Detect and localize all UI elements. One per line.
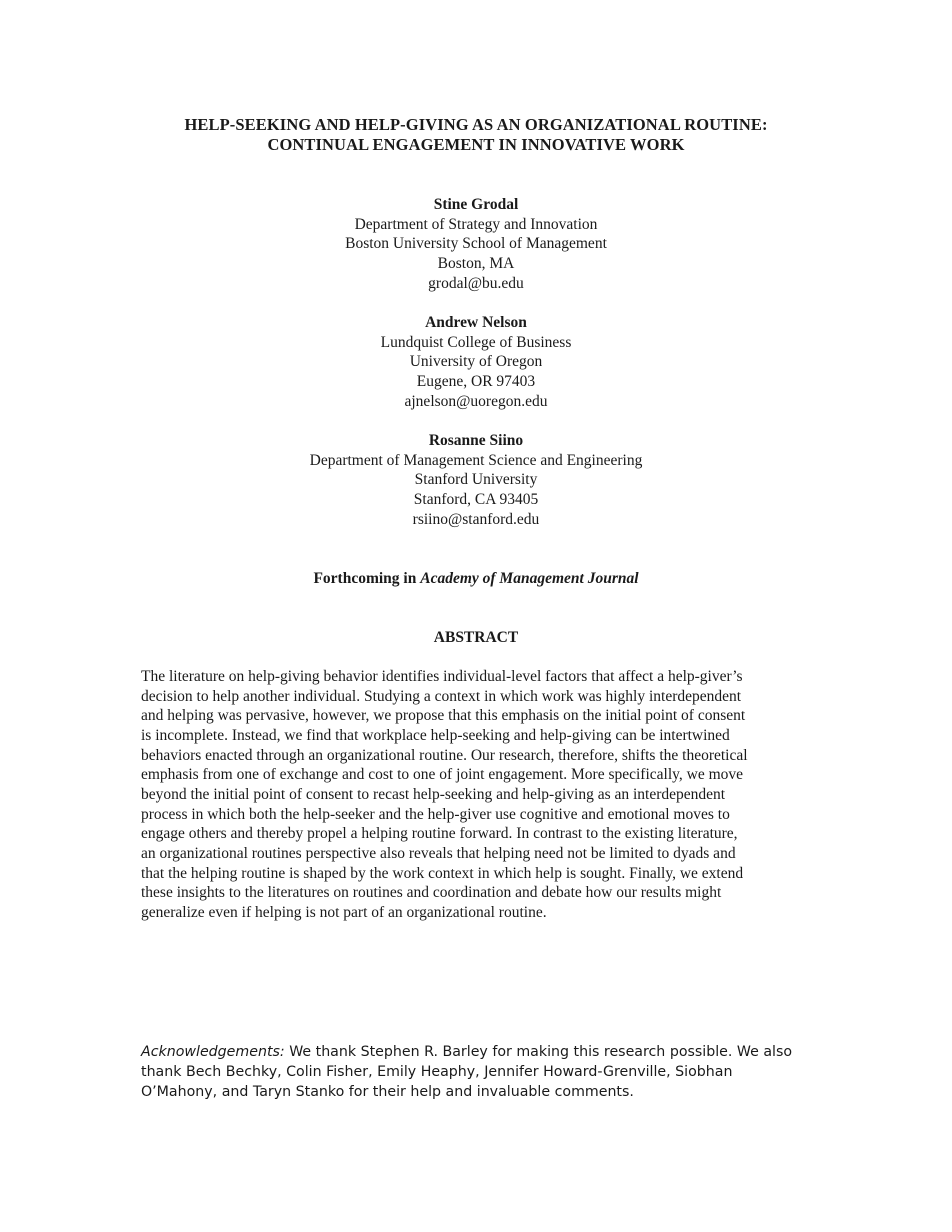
- author-department: Department of Management Science and Engineering: [309, 451, 643, 469]
- abstract-line: an organizational routines perspective also reveals that helping need not be limited to dyads and: [141, 844, 736, 862]
- author-location: Stanford, CA 93405: [413, 491, 539, 509]
- author-block-grodal: [150, 195, 802, 294]
- abstract-heading: ABSTRACT: [433, 629, 519, 646]
- author-institution: University of Oregon: [409, 353, 543, 371]
- author-location: Eugene, OR 97403: [416, 373, 536, 391]
- abstract-line: that the helping routine is shaped by the work context in which help is sought. Finally, we extend: [141, 864, 744, 882]
- abstract-line: process in which both the help-seeker and the help-giver use cognitive and emotional moves to: [141, 805, 730, 823]
- author-email: rsiino@stanford.edu: [412, 510, 540, 528]
- author-department: Department of Strategy and Innovation: [354, 215, 598, 233]
- acknowledgements-line-1: [141, 1042, 821, 1062]
- acknowledgements-label: Acknowledgements:: [141, 1044, 285, 1060]
- abstract-line: The literature on help-giving behavior identifies individual-level factors that affect a help-giver’s: [141, 668, 743, 685]
- author-institution: Boston University School of Management: [345, 235, 607, 253]
- abstract-line: emphasis from one of exchange and cost to one of joint engagement. More specifically, we move: [141, 766, 744, 784]
- forthcoming-label: Forthcoming in: [313, 570, 417, 587]
- acknowledgements-line-2: thank Bech Bechky, Colin Fisher, Emily Heaphy, Jennifer Howard-Grenville, Siobhan: [141, 1064, 733, 1080]
- abstract-line: engage others and thereby propel a helping routine forward. In contrast to the existing literature,: [141, 825, 738, 843]
- author-location: Boston, MA: [437, 255, 515, 273]
- paper-title: [100, 115, 852, 155]
- author-department: Lundquist College of Business: [380, 333, 572, 351]
- author-name: Stine Grodal: [433, 196, 519, 213]
- abstract-text: [141, 667, 813, 923]
- author-block-siino: [150, 431, 802, 530]
- author-institution: Stanford University: [414, 471, 538, 489]
- acknowledgements-text: We thank Stephen R. Barley for making this research possible. We also: [284, 1044, 793, 1060]
- forthcoming-note: [150, 569, 802, 589]
- author-email: grodal@bu.edu: [428, 274, 524, 292]
- author-email: ajnelson@uoregon.edu: [404, 392, 548, 410]
- abstract-line: and helping was pervasive, however, we propose that this emphasis on the initial point of consent: [141, 707, 746, 725]
- abstract-line: generalize even if helping is not part of an organizational routine.: [141, 903, 547, 921]
- abstract-line: these insights to the literatures on routines and coordination and debate how our results might: [141, 884, 722, 902]
- author-name: Andrew Nelson: [425, 314, 527, 331]
- abstract-line: is incomplete. Instead, we find that workplace help-seeking and help-giving can be intertwined: [141, 726, 730, 744]
- title-line-2: CONTINUAL ENGAGEMENT IN INNOVATIVE WORK: [267, 135, 685, 154]
- author-block-nelson: [150, 313, 802, 412]
- acknowledgements: [141, 1042, 821, 1102]
- acknowledgements-line-3: O’Mahony, and Taryn Stanko for their help and invaluable comments.: [141, 1084, 634, 1100]
- abstract-line: decision to help another individual. Studying a context in which work was highly interdependent: [141, 687, 742, 705]
- abstract-line: beyond the initial point of consent to recast help-seeking and help-giving as an interdependent: [141, 785, 726, 803]
- title-line-1: HELP-SEEKING AND HELP-GIVING AS AN ORGANIZATIONAL ROUTINE:: [184, 115, 768, 134]
- journal-name: Academy of Management Journal: [420, 570, 639, 587]
- author-name: Rosanne Siino: [428, 432, 524, 449]
- abstract-line: behaviors enacted through an organizational routine. Our research, therefore, shifts the theoretical: [141, 746, 748, 764]
